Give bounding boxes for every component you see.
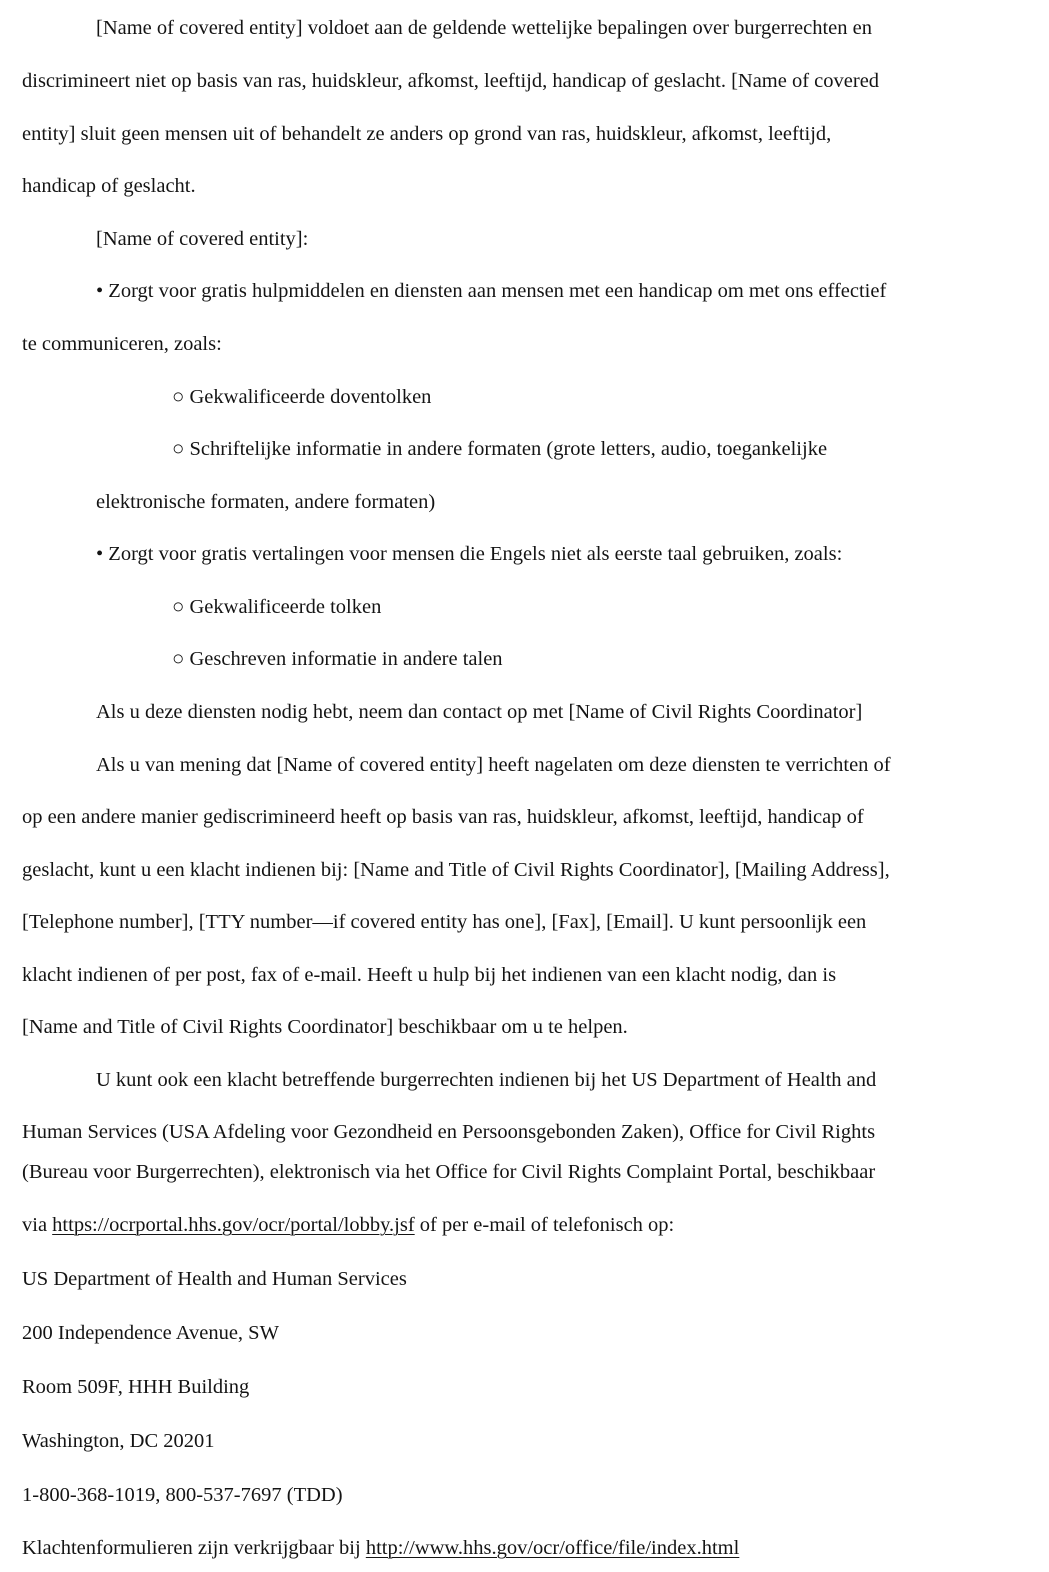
sub-bullet-item: ○ Geschreven informatie in andere talen <box>172 648 503 670</box>
hhs-paragraph-line: U kunt ook een klacht betreffende burgerrechten indienen bij het US Department of Health and <box>96 1069 877 1091</box>
portal-prefix: via <box>22 1214 53 1236</box>
bullet-item: • Zorgt voor gratis hulpmiddelen en diensten aan mensen met een handicap om met ons effectief <box>96 280 887 302</box>
bullet-item-continuation: te communiceren, zoals: <box>22 333 222 355</box>
forms-line <box>22 1538 739 1559</box>
sub-bullet-item: ○ Schriftelijke informatie in andere formaten (grote letters, audio, toegankelijke <box>172 438 828 460</box>
complaint-paragraph-line: geslacht, kunt u een klacht indienen bij: [Name and Title of Civil Rights Coordinator], [Mailing Address], <box>22 859 890 881</box>
intro-paragraph-line: [Name of covered entity] voldoet aan de geldende wettelijke bepalingen over burgerrechten en <box>96 17 873 39</box>
entity-heading: [Name of covered entity]: <box>96 228 309 250</box>
sub-bullet-item: ○ Gekwalificeerde doventolken <box>172 386 432 408</box>
complaint-paragraph-line: Als u van mening dat [Name of covered entity] heeft nagelaten om deze diensten te verrichten of <box>96 754 891 776</box>
intro-paragraph-line: handicap of geslacht. <box>22 175 196 197</box>
complaint-forms-link[interactable]: http://www.hhs.gov/ocr/office/file/index.html <box>365 1537 740 1559</box>
address-line: Room 509F, HHH Building <box>22 1376 250 1398</box>
hhs-paragraph-line: Human Services (USA Afdeling voor Gezondheid en Persoonsgebonden Zaken), Office for Civil Rights <box>22 1121 876 1143</box>
phone-line: 1-800-368-1019, 800-537-7697 (TDD) <box>22 1484 343 1506</box>
bullet-item: • Zorgt voor gratis vertalingen voor mensen die Engels niet als eerste taal gebruiken, zoals: <box>96 543 843 565</box>
address-line: 200 Independence Avenue, SW <box>22 1322 279 1344</box>
address-line: Washington, DC 20201 <box>22 1430 215 1452</box>
intro-paragraph-line: entity] sluit geen mensen uit of behandelt ze anders op grond van ras, huidskleur, afkomst, leeftijd, <box>22 123 832 145</box>
ocr-portal-link[interactable]: https://ocrportal.hhs.gov/ocr/portal/lobby.jsf <box>52 1214 415 1236</box>
sub-bullet-item-continuation: elektronische formaten, andere formaten) <box>96 491 436 513</box>
hhs-paragraph-line: (Bureau voor Burgerrechten), elektronisch via het Office for Civil Rights Complaint Portal, beschikbaar <box>22 1161 876 1183</box>
portal-line <box>22 1215 674 1236</box>
intro-paragraph-line: discrimineert niet op basis van ras, huidskleur, afkomst, leeftijd, handicap of geslacht. [Name of covered <box>22 70 880 92</box>
complaint-paragraph-line: klacht indienen of per post, fax of e-mail. Heeft u hulp bij het indienen van een klacht nodig, dan is <box>22 964 837 986</box>
complaint-paragraph-line: [Name and Title of Civil Rights Coordinator] beschikbaar om u te helpen. <box>22 1016 628 1038</box>
forms-prefix: Klachtenformulieren zijn verkrijgbaar bij <box>22 1537 366 1559</box>
complaint-paragraph-line: [Telephone number], [TTY number—if covered entity has one], [Fax], [Email]. U kunt persoonlijk een <box>22 911 867 933</box>
address-line: US Department of Health and Human Services <box>22 1268 407 1290</box>
contact-paragraph: Als u deze diensten nodig hebt, neem dan contact op met [Name of Civil Rights Coordinator] <box>96 701 863 723</box>
complaint-paragraph-line: op een andere manier gediscrimineerd heeft op basis van ras, huidskleur, afkomst, leeftijd, handicap of <box>22 806 864 828</box>
sub-bullet-item: ○ Gekwalificeerde tolken <box>172 596 382 618</box>
portal-suffix: of per e-mail of telefonisch op: <box>414 1214 675 1236</box>
